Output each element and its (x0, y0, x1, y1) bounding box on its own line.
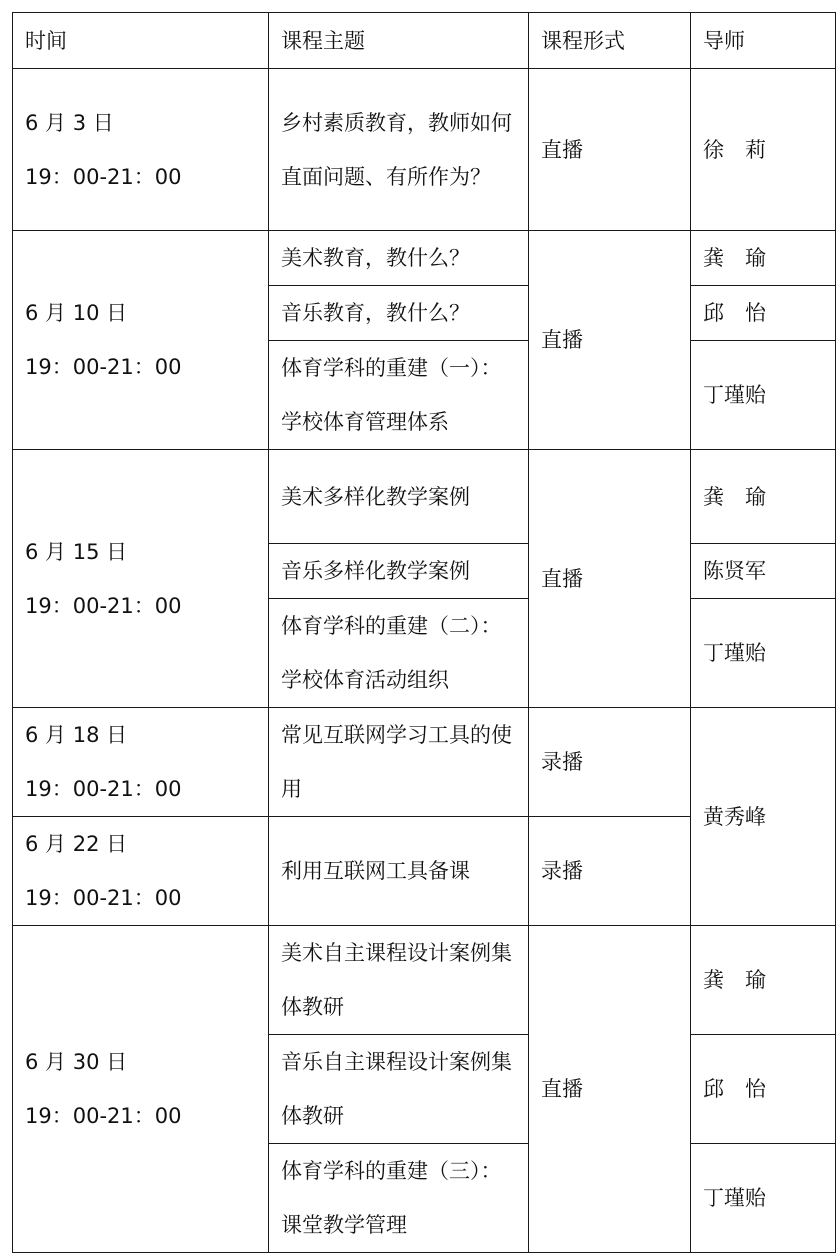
course-format: 录播 (529, 708, 691, 817)
session-hours: 19：00-21：00 (25, 593, 182, 618)
table-row (13, 708, 836, 817)
course-topic: 体育学科的重建（三）：课堂教学管理 (269, 1144, 529, 1253)
course-format: 直播 (529, 450, 691, 708)
table-row (13, 231, 836, 286)
table-row (13, 926, 836, 1035)
session-hours: 19：00-21：00 (25, 1104, 182, 1128)
course-topic: 体育学科的重建（一）：学校体育管理体系 (269, 341, 529, 450)
course-mentor: 龚 瑜 (691, 926, 836, 1035)
table-header-row (13, 13, 836, 69)
header-topic: 课程主题 (269, 13, 529, 69)
course-topic: 利用互联网工具备课 (269, 817, 529, 926)
course-mentor: 丁瑾贻 (691, 341, 836, 450)
session-date: 6 月 15 日 (25, 539, 128, 564)
header-time: 时间 (13, 13, 269, 69)
course-format: 直播 (529, 926, 691, 1253)
session-hours: 19：00-21：00 (25, 886, 182, 910)
session-hours: 19：00-21：00 (25, 777, 182, 801)
course-mentor: 陈贤军 (691, 544, 836, 599)
course-topic: 常见互联网学习工具的使用 (269, 708, 529, 817)
course-topic: 体育学科的重建（二）：学校体育活动组织 (269, 599, 529, 708)
course-topic: 音乐教育，教什么？ (269, 286, 529, 341)
course-format: 直播 (529, 231, 691, 450)
course-mentor: 黄秀峰 (691, 708, 836, 926)
course-topic: 美术教育，教什么？ (269, 231, 529, 286)
session-date: 6 月 18 日 (25, 723, 128, 747)
course-topic: 音乐自主课程设计案例集体教研 (269, 1035, 529, 1144)
session-time (13, 708, 269, 817)
course-mentor: 邱 怡 (691, 286, 836, 341)
session-time (13, 450, 269, 708)
session-time (13, 69, 269, 231)
course-mentor: 邱 怡 (691, 1035, 836, 1144)
header-format: 课程形式 (529, 13, 691, 69)
course-topic: 乡村素质教育，教师如何直面问题、有所作为？ (269, 69, 529, 231)
session-date: 6 月 30 日 (25, 1050, 128, 1074)
course-mentor: 徐 莉 (691, 69, 836, 231)
table-row (13, 69, 836, 231)
session-hours: 19：00-21：00 (25, 355, 182, 379)
course-mentor: 龚 瑜 (691, 231, 836, 286)
header-mentor: 导师 (691, 13, 836, 69)
course-topic: 音乐多样化教学案例 (269, 544, 529, 599)
course-mentor: 丁瑾贻 (691, 1144, 836, 1253)
session-date: 6 月 22 日 (25, 832, 128, 856)
course-topic: 美术多样化教学案例 (269, 450, 529, 544)
course-topic: 美术自主课程设计案例集体教研 (269, 926, 529, 1035)
course-format: 直播 (529, 69, 691, 231)
session-time (13, 231, 269, 450)
course-mentor: 龚 瑜 (691, 450, 836, 544)
course-mentor: 丁瑾贻 (691, 599, 836, 708)
course-format: 录播 (529, 817, 691, 926)
session-hours: 19：00-21：00 (25, 164, 182, 189)
course-schedule-table (12, 12, 836, 1253)
session-time (13, 926, 269, 1253)
session-date: 6 月 10 日 (25, 301, 128, 325)
session-time (13, 817, 269, 926)
table-row (13, 450, 836, 544)
session-date: 6 月 3 日 (25, 110, 114, 135)
